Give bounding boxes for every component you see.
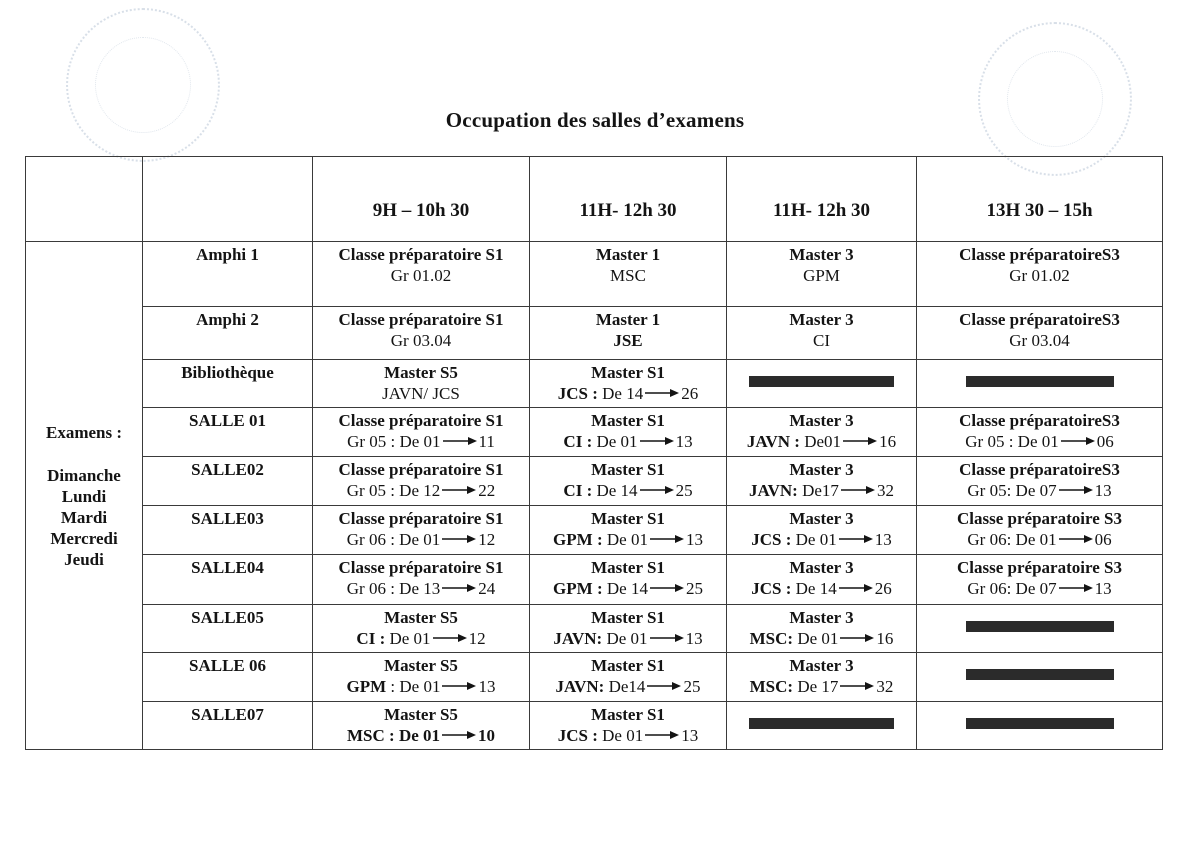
exams-heading: Examens : (45, 422, 123, 442)
program-code: GPM : (553, 579, 603, 598)
arrow-right-icon (650, 583, 684, 593)
range-to: 13 (478, 677, 496, 696)
program-code: JCS : (751, 579, 792, 598)
group-label: JAVN/ JCS (382, 384, 460, 403)
schedule-cell (530, 242, 727, 307)
student-range (530, 725, 726, 746)
room-name: Amphi 1 (143, 242, 313, 307)
program-code: MSC : (346, 726, 395, 745)
arrow-right-icon (1059, 485, 1093, 495)
schedule-cell (313, 242, 530, 307)
program-code: CI : (356, 629, 386, 648)
schedule-cell (530, 555, 727, 605)
student-range (727, 431, 916, 452)
range-from: De 01 (389, 629, 431, 648)
arrow-right-icon (840, 633, 874, 643)
schedule-cell (313, 605, 530, 653)
page-title: Occupation des salles d’examens (445, 108, 745, 132)
table-row (26, 605, 1163, 653)
range-to: 32 (876, 677, 894, 696)
time-slot-header: 11H- 12h 30 (530, 157, 727, 242)
range-from: De 01 (596, 432, 638, 451)
schedule-cell (917, 242, 1163, 307)
class-name: Master S1 (591, 558, 665, 577)
table-row (26, 242, 1163, 307)
range-to: 32 (876, 481, 894, 500)
class-name: Master 3 (789, 245, 854, 264)
arrow-right-icon (650, 633, 684, 643)
room-name: SALLE04 (143, 555, 313, 605)
program-code: JAVN: (553, 629, 603, 648)
schedule-cell (530, 457, 727, 506)
range-from: Gr 05 : De 01 (347, 432, 441, 451)
schedule-cell (727, 457, 917, 506)
range-from: De 14 (596, 481, 638, 500)
range-to: 13 (1094, 481, 1112, 500)
day-label: Jeudi (64, 549, 104, 569)
class-name: Master S1 (591, 705, 665, 724)
schedule-cell (917, 506, 1163, 555)
range-from: Gr 05 : De 01 (965, 432, 1059, 451)
table-row (26, 702, 1163, 750)
range-to: 13 (685, 530, 703, 549)
range-from: De 17 (797, 677, 839, 696)
student-range (313, 480, 529, 501)
class-name: Classe préparatoireS3 (959, 460, 1120, 479)
arrow-right-icon (645, 388, 679, 398)
arrow-right-icon (647, 681, 681, 691)
unassigned-bar (966, 669, 1114, 680)
class-name: Classe préparatoire S1 (338, 411, 504, 430)
program-code: JAVN: (749, 481, 798, 500)
program-code: JAVN: (555, 677, 605, 696)
range-to: 26 (874, 579, 892, 598)
schedule-cell (530, 702, 727, 750)
arrow-right-icon (839, 534, 873, 544)
schedule-cell (313, 457, 530, 506)
class-name: Classe préparatoire S1 (338, 245, 504, 264)
range-from: De17 (802, 481, 839, 500)
student-range (530, 529, 726, 550)
schedule-cell (917, 457, 1163, 506)
class-name: Classe préparatoireS3 (959, 310, 1120, 329)
class-name: Master S1 (591, 608, 665, 627)
range-to: 13 (874, 530, 892, 549)
range-to: 13 (681, 726, 699, 745)
schedule-cell (313, 555, 530, 605)
schedule-cell (530, 408, 727, 457)
schedule-cell (313, 360, 530, 408)
student-range (727, 676, 916, 697)
program-code: JCS : (557, 726, 598, 745)
class-name: Master 3 (789, 310, 854, 329)
unassigned-bar (966, 376, 1114, 387)
schedule-cell (917, 360, 1163, 408)
range-from: Gr 05 : De 12 (346, 481, 441, 500)
range-to: 16 (879, 432, 897, 451)
class-name: Master 3 (789, 656, 854, 675)
day-label: Lundi (61, 486, 107, 506)
range-from: De 01 (795, 530, 837, 549)
room-name: SALLE 01 (143, 408, 313, 457)
room-name: Bibliothèque (143, 360, 313, 408)
schedule-cell (727, 360, 917, 408)
class-name: Master S5 (384, 363, 458, 382)
range-from: De 01 (602, 726, 644, 745)
class-name: Master S1 (591, 363, 665, 382)
student-range (727, 529, 916, 550)
student-range (917, 431, 1162, 452)
table-row (26, 408, 1163, 457)
schedule-cell (727, 242, 917, 307)
class-name: Master S1 (591, 509, 665, 528)
program-code: CI : (563, 432, 593, 451)
schedule-cell (917, 555, 1163, 605)
range-from: De 14 (602, 384, 644, 403)
arrow-right-icon (841, 485, 875, 495)
student-range (313, 578, 529, 599)
header-empty-cell (143, 157, 313, 242)
student-range (530, 676, 726, 697)
student-range (313, 431, 529, 452)
class-name: Master S1 (591, 656, 665, 675)
range-to: 11 (478, 432, 495, 451)
table-row (26, 307, 1163, 360)
official-stamp-left (66, 8, 220, 162)
class-name: Master 3 (789, 411, 854, 430)
group-label: Gr 03.04 (1009, 331, 1070, 350)
schedule-cell (313, 408, 530, 457)
day-label: Dimanche (47, 465, 121, 485)
student-range (313, 628, 529, 649)
room-name: SALLE02 (143, 457, 313, 506)
range-from: De 01 (398, 726, 441, 745)
room-name: SALLE07 (143, 702, 313, 750)
arrow-right-icon (640, 436, 674, 446)
range-to: 13 (675, 432, 693, 451)
room-name: SALLE05 (143, 605, 313, 653)
unassigned-bar (966, 621, 1114, 632)
range-to: 06 (1094, 530, 1112, 549)
schedule-cell (530, 360, 727, 408)
student-range (917, 578, 1162, 599)
day-label: Mardi (60, 507, 108, 527)
class-name: Master S1 (591, 460, 665, 479)
program-code: JAVN : (746, 432, 800, 451)
student-range (530, 431, 726, 452)
range-to: 25 (683, 677, 701, 696)
range-to: 16 (876, 629, 894, 648)
room-name: SALLE 06 (143, 653, 313, 702)
arrow-right-icon (442, 681, 476, 691)
group-label: MSC (610, 266, 646, 285)
range-to: 12 (468, 629, 486, 648)
range-to: 25 (675, 481, 693, 500)
arrow-right-icon (839, 583, 873, 593)
schedule-cell (313, 653, 530, 702)
arrow-right-icon (433, 633, 467, 643)
schedule-cell (727, 555, 917, 605)
unassigned-bar (749, 718, 894, 729)
schedule-cell (917, 702, 1163, 750)
student-range (727, 578, 916, 599)
room-name: SALLE03 (143, 506, 313, 555)
class-name: Classe préparatoire S1 (338, 558, 504, 577)
table-row (26, 555, 1163, 605)
arrow-right-icon (843, 436, 877, 446)
student-range (530, 628, 726, 649)
time-slot-header: 9H – 10h 30 (313, 157, 530, 242)
arrow-right-icon (443, 436, 477, 446)
program-code: GPM (346, 677, 387, 696)
schedule-cell (727, 653, 917, 702)
exam-days-label (26, 242, 143, 750)
group-label: Gr 01.02 (390, 266, 452, 285)
range-to: 26 (681, 384, 699, 403)
schedule-cell (313, 307, 530, 360)
arrow-right-icon (645, 730, 679, 740)
student-range (530, 383, 726, 404)
program-code: CI : (563, 481, 593, 500)
range-to: 06 (1096, 432, 1114, 451)
class-name: Master S5 (384, 608, 458, 627)
group-label: GPM (803, 266, 840, 285)
range-from: De 14 (606, 579, 648, 598)
student-range (313, 676, 529, 697)
day-label: Mercredi (50, 528, 118, 548)
group-label: JSE (613, 331, 643, 350)
student-range (313, 529, 529, 550)
schedule-cell (530, 506, 727, 555)
class-name: Classe préparatoire S1 (338, 310, 504, 329)
schedule-cell (727, 307, 917, 360)
exam-rooms-table (25, 156, 1163, 750)
range-to: 10 (478, 726, 496, 745)
table-row (26, 457, 1163, 506)
range-to: 22 (478, 481, 496, 500)
group-label: CI (813, 331, 830, 350)
time-slot-header: 13H 30 – 15h (917, 157, 1163, 242)
schedule-cell (530, 307, 727, 360)
class-name: Classe préparatoire S3 (957, 558, 1122, 577)
student-range (530, 578, 726, 599)
range-from: Gr 06 : De 01 (346, 530, 441, 549)
group-label: Gr 01.02 (1009, 266, 1070, 285)
class-name: Classe préparatoire S1 (338, 460, 504, 479)
range-from: De 01 (606, 530, 648, 549)
table-row (26, 360, 1163, 408)
class-name: Master S5 (384, 656, 458, 675)
class-name: Master 3 (789, 558, 854, 577)
class-name: Master 3 (789, 460, 854, 479)
program-code: MSC: (749, 677, 794, 696)
header-row (26, 157, 1163, 242)
range-from: De 14 (795, 579, 837, 598)
table-row (26, 653, 1163, 702)
class-name: Master 3 (789, 608, 854, 627)
unassigned-bar (749, 376, 894, 387)
official-stamp-right (978, 22, 1132, 176)
schedule-cell (917, 653, 1163, 702)
class-name: Classe préparatoire S3 (957, 509, 1122, 528)
class-name: Master 1 (595, 245, 661, 264)
program-code: MSC: (749, 629, 794, 648)
arrow-right-icon (840, 681, 874, 691)
student-range (917, 480, 1162, 501)
time-slot-header: 11H- 12h 30 (727, 157, 917, 242)
arrow-right-icon (442, 583, 476, 593)
arrow-right-icon (1059, 583, 1093, 593)
class-name: Classe préparatoireS3 (959, 411, 1120, 430)
range-from: : De 01 (390, 677, 441, 696)
program-code: JCS : (557, 384, 598, 403)
schedule-cell (313, 702, 530, 750)
range-from: De01 (804, 432, 842, 451)
group-label: Gr 03.04 (390, 331, 452, 350)
schedule-cell (917, 408, 1163, 457)
class-name: Master 3 (789, 509, 854, 528)
schedule-cell (727, 702, 917, 750)
class-name: Classe préparatoire S1 (338, 509, 504, 528)
table-row (26, 506, 1163, 555)
room-name: Amphi 2 (143, 307, 313, 360)
program-code: GPM : (553, 530, 603, 549)
range-from: De14 (608, 677, 646, 696)
schedule-cell (530, 653, 727, 702)
schedule-cell (917, 605, 1163, 653)
range-from: Gr 06: De 01 (967, 530, 1057, 549)
unassigned-bar (966, 718, 1114, 729)
range-to: 13 (685, 629, 703, 648)
schedule-cell (917, 307, 1163, 360)
range-from: Gr 06 : De 13 (346, 579, 441, 598)
class-name: Classe préparatoireS3 (959, 245, 1120, 264)
schedule-cell (727, 506, 917, 555)
range-to: 24 (478, 579, 496, 598)
range-from: De 01 (797, 629, 839, 648)
schedule-cell (530, 605, 727, 653)
arrow-right-icon (442, 730, 476, 740)
arrow-right-icon (640, 485, 674, 495)
schedule-cell (313, 506, 530, 555)
range-to: 25 (685, 579, 703, 598)
range-from: Gr 05: De 07 (967, 481, 1057, 500)
arrow-right-icon (442, 534, 476, 544)
range-from: De 01 (606, 629, 648, 648)
arrow-right-icon (1059, 534, 1093, 544)
student-range (727, 480, 916, 501)
range-from: Gr 06: De 07 (967, 579, 1057, 598)
schedule-cell (727, 605, 917, 653)
student-range (727, 628, 916, 649)
arrow-right-icon (1061, 436, 1095, 446)
student-range (917, 529, 1162, 550)
range-to: 12 (478, 530, 496, 549)
schedule-cell (727, 408, 917, 457)
header-empty-cell (26, 157, 143, 242)
program-code: JCS : (751, 530, 792, 549)
student-range (530, 480, 726, 501)
range-to: 13 (1094, 579, 1112, 598)
class-name: Master 1 (595, 310, 661, 329)
class-name: Master S1 (591, 411, 665, 430)
arrow-right-icon (650, 534, 684, 544)
student-range (313, 725, 529, 746)
arrow-right-icon (442, 485, 476, 495)
class-name: Master S5 (384, 705, 458, 724)
